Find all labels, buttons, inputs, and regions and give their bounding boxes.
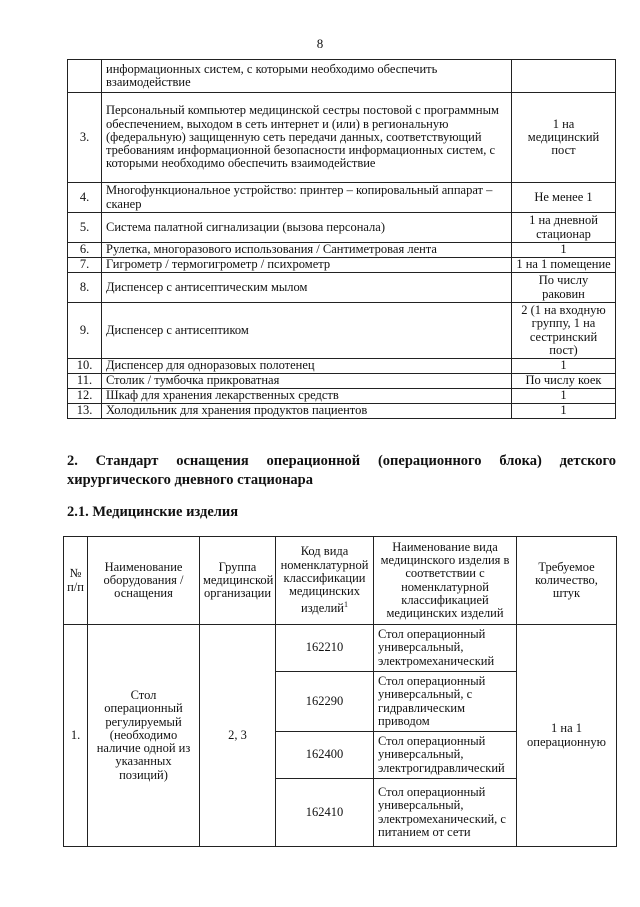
row-number: 10. <box>68 359 102 374</box>
table-header-row <box>64 537 617 625</box>
row-equipment: Стол операционный регулируемый (необходимо наличие одной из указанных позиций) <box>88 625 200 847</box>
table-row <box>68 303 616 359</box>
header-group: Группа медицинской организации <box>200 537 276 625</box>
row-qty: 1 <box>512 359 616 374</box>
header-code <box>276 537 374 625</box>
row-qty: 2 (1 на входную группу, 1 на сестринский пост) <box>512 303 616 359</box>
row-name: Диспенсер с антисептиком <box>102 303 512 359</box>
row-number: 4. <box>68 183 102 213</box>
row-kind: Стол операционный универсальный, электромеханический, с питанием от сети <box>374 779 517 847</box>
row-name: Столик / тумбочка прикроватная <box>102 374 512 389</box>
row-qty <box>512 60 616 93</box>
row-code: 162210 <box>276 625 374 672</box>
row-kind: Стол операционный универсальный, с гидравлическим приводом <box>374 672 517 732</box>
table-row <box>68 60 616 93</box>
row-name: Рулетка, многоразового использования / Сантиметровая лента <box>102 243 512 258</box>
subsection-title: 2.1. Медицинские изделия <box>67 504 239 520</box>
header-qty: Требуемое количество, штук <box>517 537 617 625</box>
table-row <box>68 183 616 213</box>
row-qty: По числу раковин <box>512 273 616 303</box>
table-row <box>68 404 616 419</box>
table-row <box>68 93 616 183</box>
row-name: Многофункциональное устройство: принтер – копировальный аппарат – сканер <box>102 183 512 213</box>
row-number: 5. <box>68 213 102 243</box>
row-number: 13. <box>68 404 102 419</box>
row-qty: Не менее 1 <box>512 183 616 213</box>
header-num: № п/п <box>64 537 88 625</box>
equipment-table-continued <box>67 59 616 419</box>
row-name: Диспенсер для одноразовых полотенец <box>102 359 512 374</box>
row-number: 1. <box>64 625 88 847</box>
row-number: 9. <box>68 303 102 359</box>
row-name: Система палатной сигнализации (вызова персонала) <box>102 213 512 243</box>
row-name: информационных систем, с которыми необходимо обеспечить взаимодействие <box>102 60 512 93</box>
row-number: 3. <box>68 93 102 183</box>
row-kind: Стол операционный универсальный, электрогидравлический <box>374 732 517 779</box>
row-code: 162410 <box>276 779 374 847</box>
table-row <box>68 243 616 258</box>
table-row <box>68 359 616 374</box>
row-number: 12. <box>68 389 102 404</box>
row-qty: По числу коек <box>512 374 616 389</box>
header-code-text: Код вида номенклатурной классификации медицинских изделий <box>280 544 369 616</box>
footnote-marker: 1 <box>343 600 348 610</box>
page-number: 8 <box>316 36 324 51</box>
row-name: Шкаф для хранения лекарственных средств <box>102 389 512 404</box>
header-equipment: Наименование оборудования / оснащения <box>88 537 200 625</box>
row-number: 6. <box>68 243 102 258</box>
row-qty: 1 <box>512 404 616 419</box>
table-row <box>68 374 616 389</box>
table-row <box>64 625 617 672</box>
row-kind: Стол операционный универсальный, электромеханический <box>374 625 517 672</box>
header-kind: Наименование вида медицинского изделия в соответствии с номенклатурной классификацией медицинских изделий <box>374 537 517 625</box>
row-qty: 1 на 1 операционную <box>517 625 617 847</box>
row-number: 11. <box>68 374 102 389</box>
row-qty: 1 <box>512 389 616 404</box>
row-code: 162290 <box>276 672 374 732</box>
row-name: Персональный компьютер медицинской сестры постовой с программным обеспечением, выходом в сеть интернет и (или) в региональную (федеральную) защищенную сеть передачи данных, соответствующий требованиям информационной безопасности информационных систем, с которыми необходимо обеспечить взаимодействие <box>102 93 512 183</box>
section-title: 2. Стандарт оснащения операционной (операционного блока) детского хирургического дневного стационара <box>67 453 616 488</box>
medical-devices-table <box>63 536 617 847</box>
row-qty: 1 на дневной стационар <box>512 213 616 243</box>
row-qty: 1 на медицинский пост <box>512 93 616 183</box>
row-group: 2, 3 <box>200 625 276 847</box>
row-name: Гигрометр / термогигрометр / психрометр <box>102 258 512 273</box>
row-number: 7. <box>68 258 102 273</box>
row-qty: 1 на 1 помещение <box>512 258 616 273</box>
row-code: 162400 <box>276 732 374 779</box>
row-name: Диспенсер с антисептическим мылом <box>102 273 512 303</box>
table-row <box>68 258 616 273</box>
table-row <box>68 213 616 243</box>
table-row <box>68 273 616 303</box>
row-number <box>68 60 102 93</box>
table-row <box>68 389 616 404</box>
row-qty: 1 <box>512 243 616 258</box>
row-name: Холодильник для хранения продуктов пациентов <box>102 404 512 419</box>
row-number: 8. <box>68 273 102 303</box>
